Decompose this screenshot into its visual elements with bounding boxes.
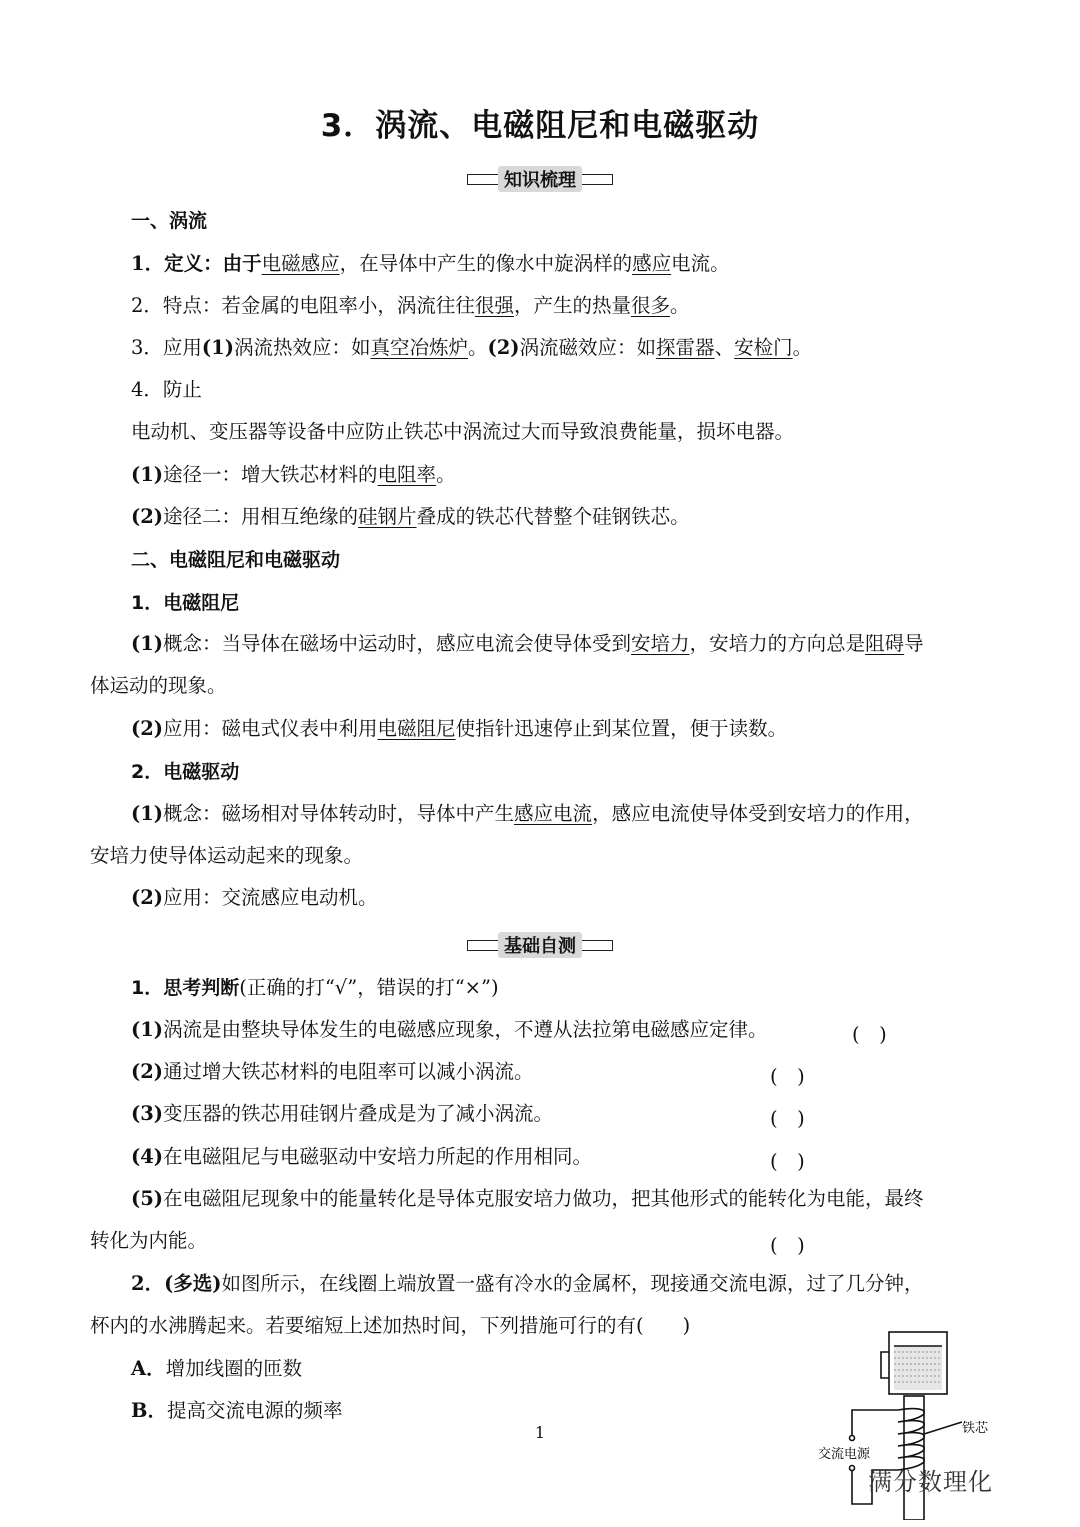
terminal-bottom xyxy=(850,1466,855,1471)
def-line: 1．定义：由于电磁感应，在导体中产生的像水中旋涡样的感应电流。 xyxy=(131,252,730,275)
answer-blank-5: ( ) xyxy=(770,1234,805,1257)
q2-line1: 2．(多选)如图所示，在线圈上端放置一盛有冷水的金属杯，现接通交流电源，过了几分钟， xyxy=(131,1272,924,1295)
banner-selftest xyxy=(0,932,1080,958)
drive-title: 2．电磁驱动 xyxy=(131,761,240,783)
banner-knowledge xyxy=(0,166,1080,192)
application-line: 3．应用(1)涡流热效应：如真空冶炼炉。(2)涡流磁效应：如探雷器、安检门。 xyxy=(131,336,813,359)
damping-title: 1．电磁阻尼 xyxy=(131,592,240,614)
way1-line: (1)途径一：增大铁芯材料的电阻率。 xyxy=(131,463,456,486)
banner-knowledge-label: 知识梳理 xyxy=(498,166,582,192)
banner-selftest-label: 基础自测 xyxy=(498,932,582,958)
damping-application-line: (2)应用：磁电式仪表中利用电磁阻尼使指针迅速停止到某位置，便于读数。 xyxy=(131,717,788,740)
judge-item-2: (2)通过增大铁芯材料的电阻率可以减小涡流。 xyxy=(131,1060,534,1083)
q1-title: 1．思考判断(正确的打“√”，错误的打“×”) xyxy=(131,976,499,999)
water xyxy=(894,1346,942,1390)
watermark: 满分数理化 xyxy=(868,1468,993,1496)
option-a: A．增加线圈的匝数 xyxy=(131,1357,303,1380)
damping-concept-line1: (1)概念：当导体在磁场中运动时，感应电流会使导体受到安培力，安培力的方向总是阻碍导 xyxy=(131,632,924,655)
answer-blank-3: ( ) xyxy=(770,1107,805,1130)
q2-line2: 杯内的水沸腾起来。若要缩短上述加热时间，下列措施可行的有( ) xyxy=(90,1314,691,1337)
option-b: B．提高交流电源的频率 xyxy=(131,1399,343,1422)
way2-line: (2)途径二：用相互绝缘的硅钢片叠成的铁芯代替整个硅钢铁芯。 xyxy=(131,505,690,528)
prevent-text: 电动机、变压器等设备中应防止铁芯中涡流过大而导致浪费能量，损坏电器。 xyxy=(131,420,795,443)
judge-item-5-line2: 转化为内能。 xyxy=(90,1229,208,1252)
section2-heading: 二、电磁阻尼和电磁驱动 xyxy=(131,549,341,571)
drive-concept-line2: 安培力使导体运动起来的现象。 xyxy=(90,844,364,867)
judge-item-3: (3)变压器的铁芯用硅钢片叠成是为了减小涡流。 xyxy=(131,1102,554,1125)
answer-blank-4: ( ) xyxy=(770,1150,805,1173)
answer-blank-1: ( ) xyxy=(852,1023,887,1046)
feature-line: 2．特点：若金属的电阻率小，涡流往往很强，产生的热量很多。 xyxy=(131,294,690,317)
core-label: 铁芯 xyxy=(962,1421,989,1436)
prevent-title: 4．防止 xyxy=(131,378,202,401)
judge-item-1: (1)涡流是由整块导体发生的电磁感应现象，不遵从法拉第电磁感应定律。 xyxy=(131,1018,768,1041)
judge-item-4: (4)在电磁阻尼与电磁驱动中安培力所起的作用相同。 xyxy=(131,1145,593,1168)
cup-handle xyxy=(881,1352,889,1378)
page-number: 1 xyxy=(534,1423,546,1442)
answer-blank-2: ( ) xyxy=(770,1065,805,1088)
damping-concept-line2: 体运动的现象。 xyxy=(90,674,227,697)
source-label: 交流电源 xyxy=(818,1447,871,1462)
drive-concept-line1: (1)概念：磁场相对导体转动时，导体中产生感应电流，感应电流使导体受到安培力的作用， xyxy=(131,802,924,825)
judge-item-5-line1: (5)在电磁阻尼现象中的能量转化是导体克服安培力做功，把其他形式的能转化为电能，最终 xyxy=(131,1187,924,1210)
page-title: 3．涡流、电磁阻尼和电磁驱动 xyxy=(320,108,760,144)
section1-heading: 一、涡流 xyxy=(131,210,208,232)
drive-application-line: (2)应用：交流感应电动机。 xyxy=(131,886,378,909)
